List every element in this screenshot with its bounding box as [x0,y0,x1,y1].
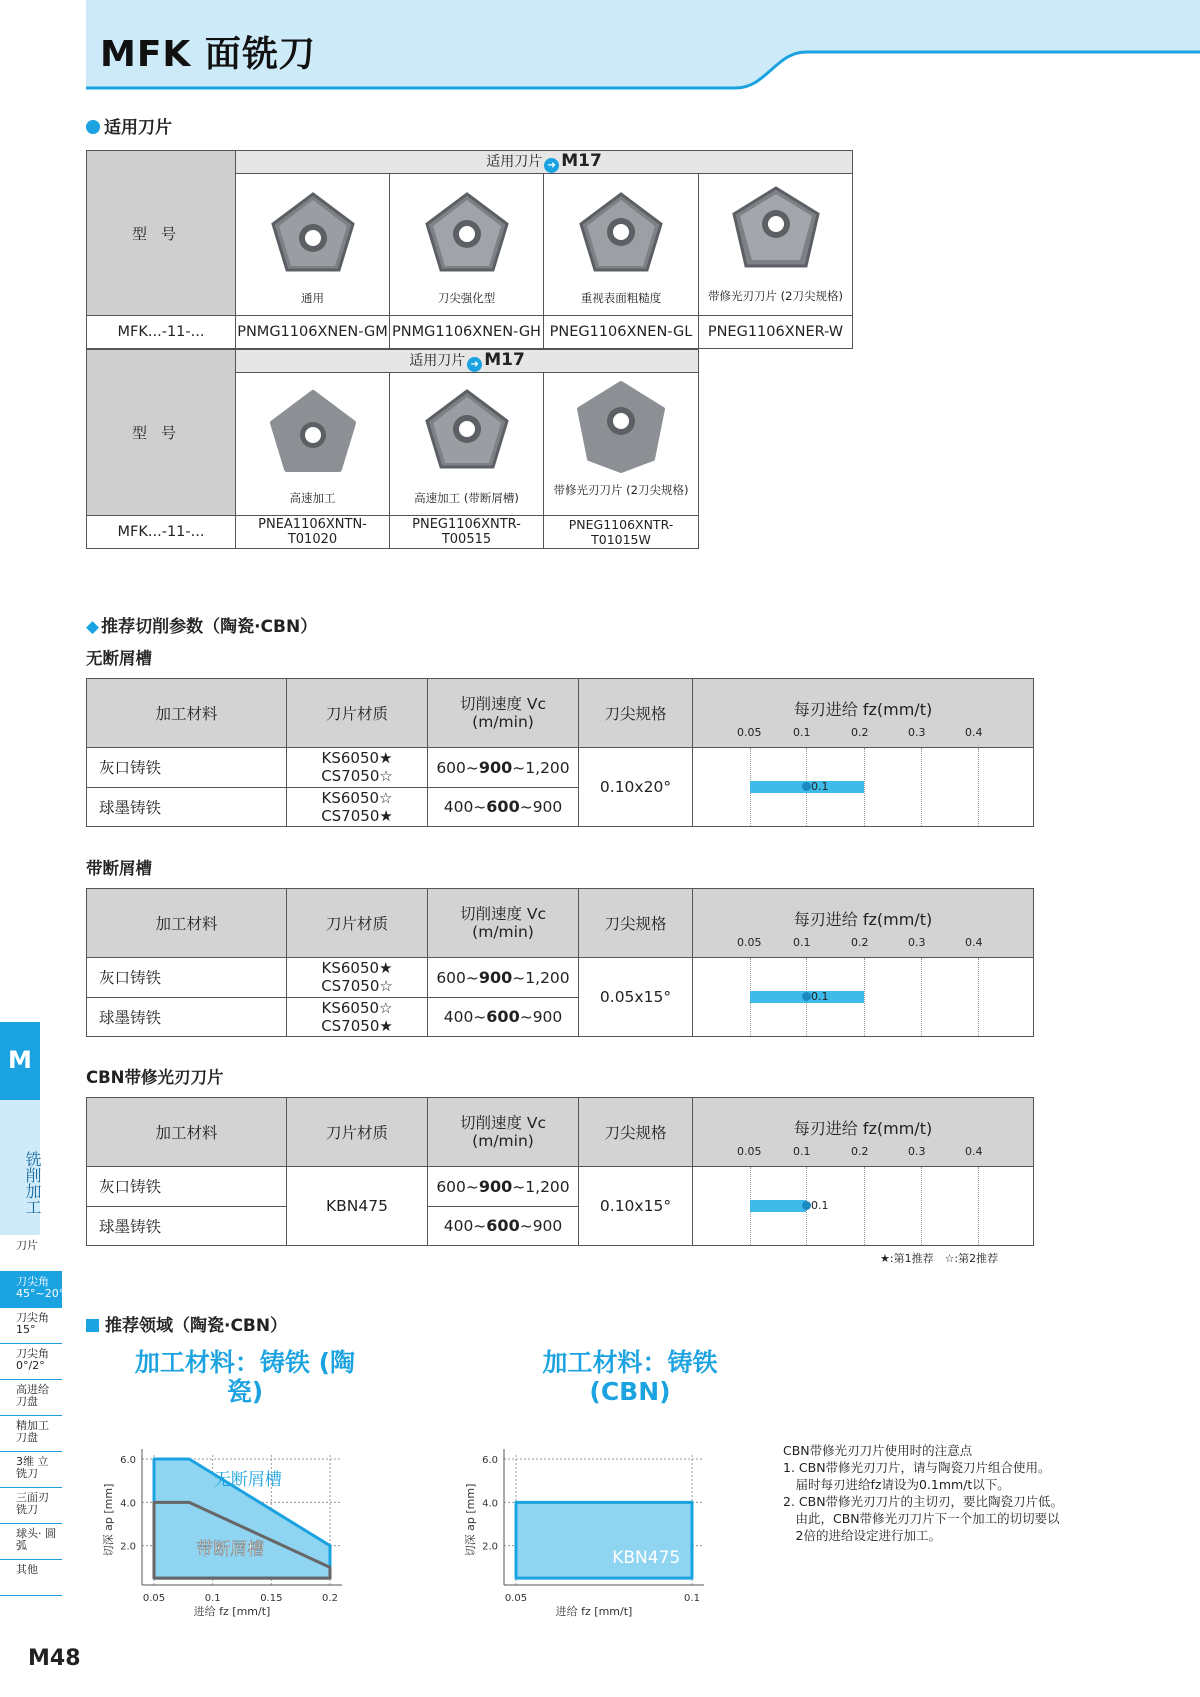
col-material: 加工材料 [87,1098,287,1167]
insert-caption: 带修光刃刀片 (2刀尖规格) [553,483,689,497]
cbn-note-item: 1. CBN带修光刃刀片，请与陶瓷刀片组合使用。 [783,1460,1051,1475]
x-tick-label: 0.05 [142,1593,166,1604]
feed-tick-label: 0.4 [965,1145,983,1158]
y-tick-label: 6.0 [120,1455,136,1466]
col-corner: 刀尖规格 [579,679,693,748]
feed-tick-label: 0.4 [965,936,983,949]
side-nav-item[interactable]: 球头· 圆弧 [0,1524,62,1560]
row-grade: KBN475 [287,1167,428,1246]
y-tick-label: 4.0 [120,1498,136,1510]
feed-tick-label: 0.4 [965,726,983,739]
side-nav-item-active[interactable]: 刀尖角 45°~20° [0,1272,62,1308]
row-grade: KS6050★ CS7050☆ [287,958,428,998]
insert-part-number[interactable]: PNEG1106XNTR-T01015W [544,516,699,549]
page-title: MFK 面铣刀 [100,34,316,75]
insert-caption: 刀尖强化型 [437,291,496,305]
insert-table-1 [86,150,853,349]
feed-point-label: 0.1 [811,780,829,793]
row-material: 灰口铸铁 [87,1167,287,1207]
param-table [86,1097,1034,1246]
feed-tick-label: 0.2 [851,726,869,739]
row-speed: 600~900~1,200 [428,1167,579,1207]
param-table-title: 带断屑槽 [86,859,152,878]
feed-tick-label: 0.3 [908,1145,926,1158]
square-bullet-icon [86,1319,99,1332]
insert-part-number[interactable]: PNEA1106XNTN-T01020 [236,516,390,549]
insert-part-number[interactable]: PNMG1106XNEN-GH [390,316,544,349]
side-tab-letter[interactable]: M [0,1022,40,1100]
param-table-title: 无断屑槽 [86,649,152,668]
col-speed: 切削速度 Vc (m/min) [428,1098,579,1167]
y-tick-label: 2.0 [120,1541,136,1553]
row-speed: 600~900~1,200 [428,748,579,788]
y-tick-label: 2.0 [482,1541,498,1553]
feed-point-dot [802,992,811,1001]
x-tick-label: 0.15 [260,1593,283,1604]
col-feed: 每刃进给 fz(mm/t) 0.05 0.1 0.2 0.3 0.4 [693,679,1034,748]
insert-image [236,174,390,316]
side-nav-item[interactable]: 刀尖角 15° [0,1308,62,1344]
section-inserts-heading: 适用刀片 [86,113,172,138]
y-tick-label: 4.0 [482,1498,498,1510]
grade-legend: ★:第1推荐 ☆:第2推荐 [880,1252,999,1265]
x-tick-label: 0.2 [322,1593,338,1604]
insert-ref-header: 适用刀片 ➜ M17 [236,151,853,174]
chart-title-ceramic: 加工材料：铸铁 (陶瓷) [134,1348,356,1406]
col-grade: 刀片材质 [287,889,428,958]
insert-image [236,373,390,516]
row-speed: 400~600~900 [428,787,579,827]
feed-tick-label: 0.1 [793,726,811,739]
side-nav-item[interactable]: 3维 立铣刀 [0,1452,62,1488]
insert-table-2 [86,349,699,549]
insert-caption: 高速加工 (带断屑槽) [414,491,519,505]
param-table [86,678,1034,827]
cbn-note-item: 2. CBN带修光刃刀片的主切刃，要比陶瓷刀片低。 [783,1494,1064,1509]
feed-tick-label: 0.05 [737,1145,762,1158]
row-material: 灰口铸铁 [87,748,287,788]
side-nav-item[interactable]: 精加工 刀盘 [0,1416,62,1452]
feed-tick-label: 0.3 [908,726,926,739]
row-corner: 0.10x15° [579,1167,693,1246]
row-corner: 0.05x15° [579,958,693,1037]
cbn-note [783,1442,1083,1544]
x-axis-label: 进给 fz [mm/t] [193,1605,271,1618]
feed-point-dot [802,782,811,791]
arrow-right-icon: ➜ [544,158,559,173]
insert-caption: 高速加工 [289,491,336,505]
col-feed: 每刃进给 fz(mm/t) 0.05 0.1 0.2 0.3 0.4 [693,1098,1034,1167]
insert-part-number[interactable]: PNEG1106XNTR-T00515 [390,516,544,549]
insert-image [544,373,699,516]
row-speed: 400~600~900 [428,1206,579,1246]
x-tick-label: 0.1 [684,1593,700,1604]
col-corner: 刀尖规格 [579,1098,693,1167]
param-table-title: CBN带修光刃刀片 [86,1068,224,1087]
param-table [86,888,1034,1037]
insert-caption: 重视表面粗糙度 [580,291,662,305]
insert-image [390,373,544,516]
row-material: 灰口铸铁 [87,958,287,998]
feed-range-bar [750,1200,806,1212]
feed-tick-label: 0.1 [793,936,811,949]
section-params-heading: ◆ 推荐切削参数（陶瓷·CBN） [86,617,318,637]
side-nav-item[interactable]: 其他 [0,1560,62,1596]
row-speed: 600~900~1,200 [428,958,579,998]
insert-image [699,174,853,316]
row-grade: KS6050☆ CS7050★ [287,787,428,827]
feed-chart [693,958,1034,1037]
feed-point-dot [802,1201,811,1210]
feed-tick-label: 0.1 [793,1145,811,1158]
region-label: 无断屑槽 [213,1470,282,1490]
col-speed: 切削速度 Vc (m/min) [428,679,579,748]
col-speed: 切削速度 Vc (m/min) [428,889,579,958]
side-nav [0,1236,65,1596]
col-material: 加工材料 [87,679,287,748]
cbn-note-title: CBN带修光刃刀片使用时的注意点 [783,1443,973,1458]
arrow-right-icon: ➜ [467,357,482,372]
feed-tick-label: 0.3 [908,936,926,949]
region-chart-cbn [462,1430,742,1620]
col-feed: 每刃进给 fz(mm/t) 0.05 0.1 0.2 0.3 0.4 [693,889,1034,958]
ref-page-link[interactable]: M17 [561,151,602,171]
row-corner: 0.10x20° [579,748,693,827]
insert-part-number[interactable]: PNEG1106XNER-W [699,316,853,349]
row-material: 球墨铸铁 [87,787,287,827]
feed-point-label: 0.1 [811,990,829,1003]
col-material: 加工材料 [87,889,287,958]
model-label: 型号 [87,151,236,316]
insert-image [390,174,544,316]
side-tab-category: 铣削加工 [0,1100,40,1235]
feed-chart [693,748,1034,827]
col-grade: 刀片材质 [287,679,428,748]
insert-part-number[interactable]: PNEG1106XNEN-GL [544,316,699,349]
y-tick-label: 6.0 [482,1455,498,1466]
side-nav-item[interactable]: 三面刃 铣刀 [0,1488,62,1524]
insert-ref-header: 适用刀片 ➜ M17 [236,350,699,373]
model-label: 型号 [87,350,236,516]
holder-model: MFK...-11-... [87,316,236,349]
insert-caption: 通用 [301,291,324,305]
x-axis-label: 进给 fz [mm/t] [555,1605,633,1618]
region-label: 带断屑槽 [196,1539,265,1560]
diamond-bullet-icon: ◆ [86,617,100,637]
side-nav-item[interactable]: 高进给 刀盘 [0,1380,62,1416]
row-material: 球墨铸铁 [87,1206,287,1246]
ref-page-link[interactable]: M17 [484,350,525,370]
region-label: KBN475 [612,1548,681,1568]
chart-title-cbn: 加工材料：铸铁 (CBN) [542,1348,718,1406]
bullet-icon [86,120,100,134]
y-axis-label: 切深 ap [mm] [464,1483,477,1557]
feed-tick-label: 0.05 [737,936,762,949]
insert-part-number[interactable]: PNMG1106XNEN-GM [236,316,390,349]
feed-tick-label: 0.05 [737,726,762,739]
y-axis-label: 切深 ap [mm] [102,1483,115,1557]
row-speed: 400~600~900 [428,997,579,1037]
side-nav-item[interactable]: 刀片 [0,1236,62,1272]
page-number: M48 [28,1646,81,1671]
cbn-note-item: 届时每刃进给fz请设为0.1mm/t以下。 [783,1477,1010,1492]
col-corner: 刀尖规格 [579,889,693,958]
cbn-note-item: 2倍的进给设定进行加工。 [783,1528,941,1543]
side-nav-item[interactable]: 刀尖角 0°/2° [0,1344,62,1380]
feed-tick-label: 0.2 [851,1145,869,1158]
row-material: 球墨铸铁 [87,997,287,1037]
feed-tick-label: 0.2 [851,936,869,949]
feed-point-label: 0.1 [811,1199,829,1212]
insert-caption: 带修光刃刀片 (2刀尖规格) [708,289,843,303]
col-grade: 刀片材质 [287,1098,428,1167]
cbn-note-item: 由此，CBN带修光刃刀片下一个加工的切切要以 [783,1511,1060,1526]
row-grade: KS6050☆ CS7050★ [287,997,428,1037]
holder-model: MFK...-11-... [87,516,236,549]
section-region-heading: 推荐领域（陶瓷·CBN） [86,1311,287,1336]
insert-image [544,174,699,316]
x-tick-label: 0.1 [204,1593,221,1604]
row-grade: KS6050★ CS7050☆ [287,748,428,788]
feed-chart [693,1167,1034,1246]
region-chart-ceramic [100,1430,380,1620]
x-tick-label: 0.05 [504,1593,528,1604]
